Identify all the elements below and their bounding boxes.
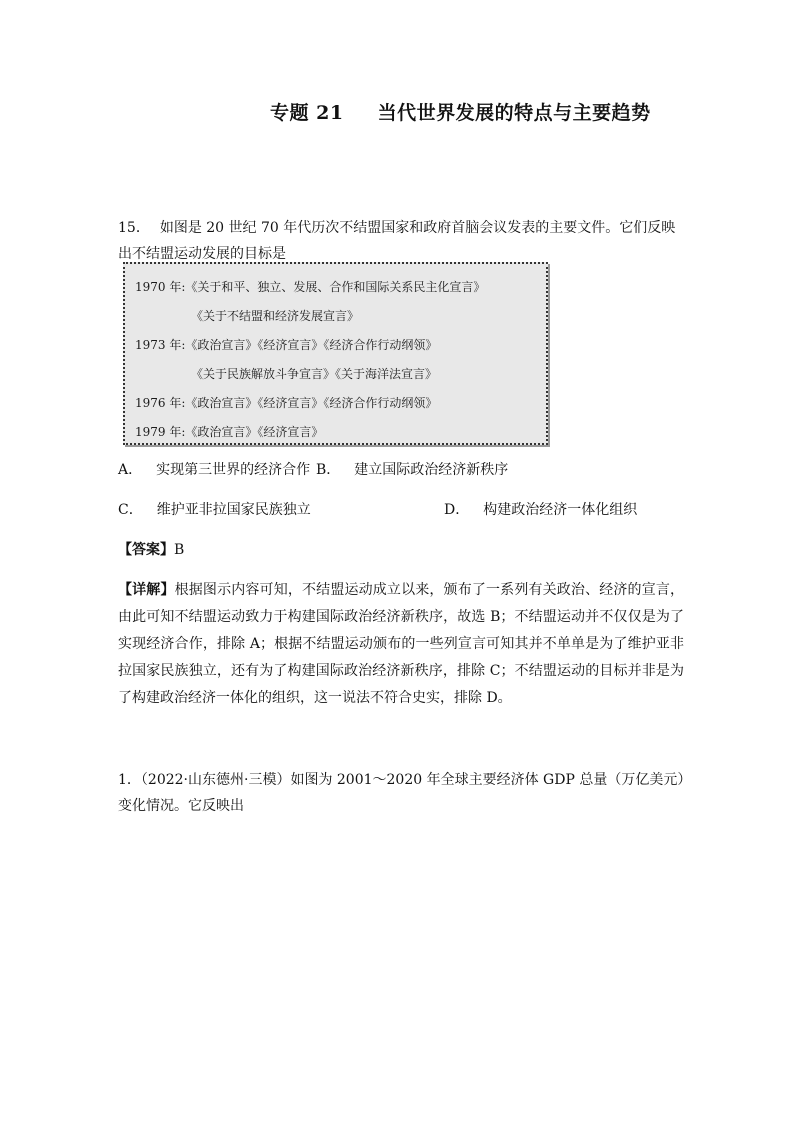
topic-number: 专题 21 [270, 102, 344, 124]
option-letter: A． [118, 462, 143, 478]
answer-tag: 【答案】 [118, 542, 174, 558]
option-text: 维护亚非拉国家民族独立 [156, 502, 311, 518]
option-c[interactable] [118, 499, 311, 519]
question-stem-text: 如图是 20 世纪 70 年代历次不结盟国家和政府首脑会议发表的主要文件。它们反映出不结盟运动发展的目标是 [118, 220, 676, 262]
explanation-text: 根据图示内容可知，不结盟运动成立以来，颁布了一系列有关政治、经济的宣言，由此可知不结盟运动致力于构建国际政治经济新秩序，故选 B；不结盟运动并不仅仅是为了实现经济合作，排除 A；根据不结盟运动颁布的一些列宣言可知其并不单单是为了维护亚非拉国家民族独立，还有为了构建国际政治经济新秩序，排除 C；不结盟运动的目标并非是为了构建政治经济一体化的组织，这一说法不符合史实，排除 D。 [118, 582, 685, 706]
option-letter: C． [118, 502, 143, 518]
document-line-1973: 1973 年:《政治宣言》《经济宣言》《经济合作行动纲领》 [135, 338, 438, 352]
question-1-stem [118, 767, 688, 819]
document-line-1976: 1976 年:《政治宣言》《经济宣言》《经济合作行动纲领》 [135, 396, 438, 410]
option-b[interactable] [316, 459, 508, 479]
option-text: 构建政治经济一体化组织 [483, 502, 638, 518]
question-stem-text: （2022·山东德州·三模）如图为 2001～2020 年全球主要经济体 GDP 总量（万亿美元）变化情况。它反映出 [118, 772, 685, 814]
option-text: 建立国际政治经济新秩序 [354, 462, 509, 478]
question-number: 15． [118, 220, 150, 236]
question-number: 1． [118, 772, 141, 788]
document-line-1970-cont: 《关于不结盟和经济发展宣言》 [191, 309, 360, 323]
option-text: 实现第三世界的经济合作 [156, 462, 311, 478]
option-letter: B． [316, 462, 341, 478]
option-letter: D． [444, 502, 470, 518]
answer-line [118, 539, 184, 559]
topic-name: 当代世界发展的特点与主要趋势 [377, 102, 651, 124]
answer-value: B [174, 542, 185, 558]
page-title [270, 98, 651, 125]
question-15-stem [118, 215, 688, 267]
document-line-1973-cont: 《关于民族解放斗争宣言》《关于海洋法宣言》 [191, 367, 438, 381]
option-a[interactable] [118, 459, 310, 479]
document-line-1970: 1970 年:《关于和平、独立、发展、合作和国际关系民主化宣言》 [135, 280, 486, 294]
explanation-paragraph [118, 577, 684, 712]
option-d[interactable] [444, 499, 637, 519]
document-list-figure [123, 262, 548, 445]
explanation-tag: 【详解】 [118, 582, 175, 598]
document-line-1979: 1979 年:《政治宣言》《经济宣言》 [135, 425, 324, 439]
